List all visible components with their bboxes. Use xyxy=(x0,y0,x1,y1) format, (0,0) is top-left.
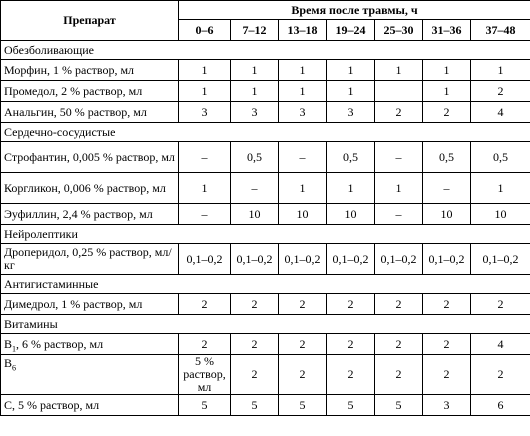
dose-cell: 1 xyxy=(327,60,375,81)
table-row xyxy=(1,102,530,123)
interval-header: 19–24 xyxy=(327,20,375,41)
group-title: Сердечно-сосудистые xyxy=(1,123,530,142)
dose-cell: 1 xyxy=(179,173,231,204)
dose-cell: 0,1–0,2 xyxy=(231,244,279,275)
dose-cell: 5 % раствор, мл xyxy=(179,355,231,395)
drug-name: Анальгин, 50 % раствор, мл xyxy=(1,102,179,123)
dose-cell: 1 xyxy=(423,81,471,102)
dose-cell: 10 xyxy=(327,204,375,225)
dose-cell: 5 xyxy=(279,395,327,416)
group-row xyxy=(1,41,530,60)
dose-cell: 5 xyxy=(375,395,423,416)
dose-cell: 4 xyxy=(471,334,530,355)
dose-cell: 0,1–0,2 xyxy=(179,244,231,275)
drug-name: Строфантин, 0,005 % раствор, мл xyxy=(1,142,179,173)
table-row xyxy=(1,334,530,355)
dose-cell xyxy=(375,81,423,102)
group-row xyxy=(1,275,530,294)
dose-cell: – xyxy=(423,173,471,204)
dose-cell: 1 xyxy=(375,173,423,204)
table-row xyxy=(1,244,530,275)
dose-cell: 2 xyxy=(375,102,423,123)
dose-cell: 10 xyxy=(471,204,530,225)
drug-name: Эуфиллин, 2,4 % раствор, мл xyxy=(1,204,179,225)
dose-cell: 3 xyxy=(231,102,279,123)
dose-cell: 0,1–0,2 xyxy=(423,244,471,275)
drug-name: C, 5 % раствор, мл xyxy=(1,395,179,416)
group-title: Антигистаминные xyxy=(1,275,530,294)
dose-cell: 2 xyxy=(327,294,375,315)
dose-cell: 1 xyxy=(327,173,375,204)
drug-name: Димедрол, 1 % раствор, мл xyxy=(1,294,179,315)
dose-cell: 2 xyxy=(423,334,471,355)
table-row xyxy=(1,173,530,204)
dose-cell: – xyxy=(279,142,327,173)
dose-cell: 10 xyxy=(231,204,279,225)
dose-cell: – xyxy=(375,204,423,225)
table-row xyxy=(1,395,530,416)
dose-cell: 2 xyxy=(375,334,423,355)
interval-header: 25–30 xyxy=(375,20,423,41)
interval-header: 0–6 xyxy=(179,20,231,41)
dose-cell: 1 xyxy=(179,60,231,81)
drug-name: $B_1$, 6 % раствор, мл xyxy=(1,334,179,355)
dose-cell: 2 xyxy=(179,334,231,355)
dose-cell: 6 xyxy=(471,395,530,416)
drug-name: Коргликон, 0,006 % раствор, мл xyxy=(1,173,179,204)
dose-cell: 1 xyxy=(179,81,231,102)
dose-cell: 2 xyxy=(471,81,530,102)
interval-header: 37–48 xyxy=(471,20,530,41)
dose-cell: 0,1–0,2 xyxy=(471,244,530,275)
dose-cell: 1 xyxy=(327,81,375,102)
dose-cell: 0,5 xyxy=(423,142,471,173)
dose-cell: 2 xyxy=(471,294,530,315)
dose-cell: 2 xyxy=(231,294,279,315)
dose-cell: 1 xyxy=(231,60,279,81)
dose-cell: 0,5 xyxy=(231,142,279,173)
interval-header: 7–12 xyxy=(231,20,279,41)
drug-name: Морфин, 1 % раствор, мл xyxy=(1,60,179,81)
dose-cell: 3 xyxy=(279,102,327,123)
dose-cell: 1 xyxy=(471,173,530,204)
dose-cell: 2 xyxy=(327,334,375,355)
dose-cell: 2 xyxy=(423,102,471,123)
table-row xyxy=(1,355,530,395)
dose-cell: 2 xyxy=(231,355,279,395)
table-row xyxy=(1,142,530,173)
group-title: Нейролептики xyxy=(1,225,530,244)
dose-cell: 1 xyxy=(471,60,530,81)
dose-cell: 10 xyxy=(423,204,471,225)
dose-cell: 0,1–0,2 xyxy=(327,244,375,275)
dose-cell: 1 xyxy=(279,60,327,81)
dose-cell: 0,5 xyxy=(327,142,375,173)
dose-cell: 2 xyxy=(327,355,375,395)
dose-cell: – xyxy=(231,173,279,204)
dose-cell: – xyxy=(179,142,231,173)
dose-cell: 0,1–0,2 xyxy=(375,244,423,275)
dose-cell: – xyxy=(375,142,423,173)
group-row xyxy=(1,225,530,244)
dose-cell: 2 xyxy=(279,355,327,395)
dose-cell: 3 xyxy=(179,102,231,123)
drug-name: $B_6$ xyxy=(1,355,179,395)
interval-header: 13–18 xyxy=(279,20,327,41)
dose-cell: 4 xyxy=(471,102,530,123)
dose-cell: 2 xyxy=(279,294,327,315)
drug-column-header: Препарат xyxy=(1,1,179,41)
dose-cell: 1 xyxy=(279,81,327,102)
dose-cell: 0,5 xyxy=(471,142,530,173)
dose-cell: 2 xyxy=(423,294,471,315)
dose-cell: 3 xyxy=(423,395,471,416)
group-row xyxy=(1,315,530,334)
table-row xyxy=(1,294,530,315)
dose-cell: – xyxy=(179,204,231,225)
dose-cell: 5 xyxy=(179,395,231,416)
dose-cell: 2 xyxy=(471,355,530,395)
drug-name: Промедол, 2 % раствор, мл xyxy=(1,81,179,102)
dose-cell: 2 xyxy=(423,355,471,395)
dose-cell: 2 xyxy=(279,334,327,355)
dose-cell: 2 xyxy=(179,294,231,315)
group-title: Витамины xyxy=(1,315,530,334)
group-row xyxy=(1,123,530,142)
dose-cell: 5 xyxy=(327,395,375,416)
header-row-top xyxy=(1,1,530,20)
dose-cell: 2 xyxy=(375,355,423,395)
dose-cell: 2 xyxy=(231,334,279,355)
interval-header: 31–36 xyxy=(423,20,471,41)
drug-name: Дроперидол, 0,25 % раствор, мл/кг xyxy=(1,244,179,275)
dose-cell: 1 xyxy=(375,60,423,81)
dose-cell: 0,1–0,2 xyxy=(279,244,327,275)
dose-cell: 5 xyxy=(231,395,279,416)
dose-cell: 1 xyxy=(279,173,327,204)
table-row xyxy=(1,204,530,225)
dose-cell: 1 xyxy=(423,60,471,81)
table-row xyxy=(1,60,530,81)
dose-cell: 1 xyxy=(231,81,279,102)
dose-cell: 2 xyxy=(375,294,423,315)
time-column-header: Время после травмы, ч xyxy=(179,1,530,20)
dose-cell: 10 xyxy=(279,204,327,225)
dose-cell: 3 xyxy=(327,102,375,123)
group-title: Обезболивающие xyxy=(1,41,530,60)
table-row xyxy=(1,81,530,102)
